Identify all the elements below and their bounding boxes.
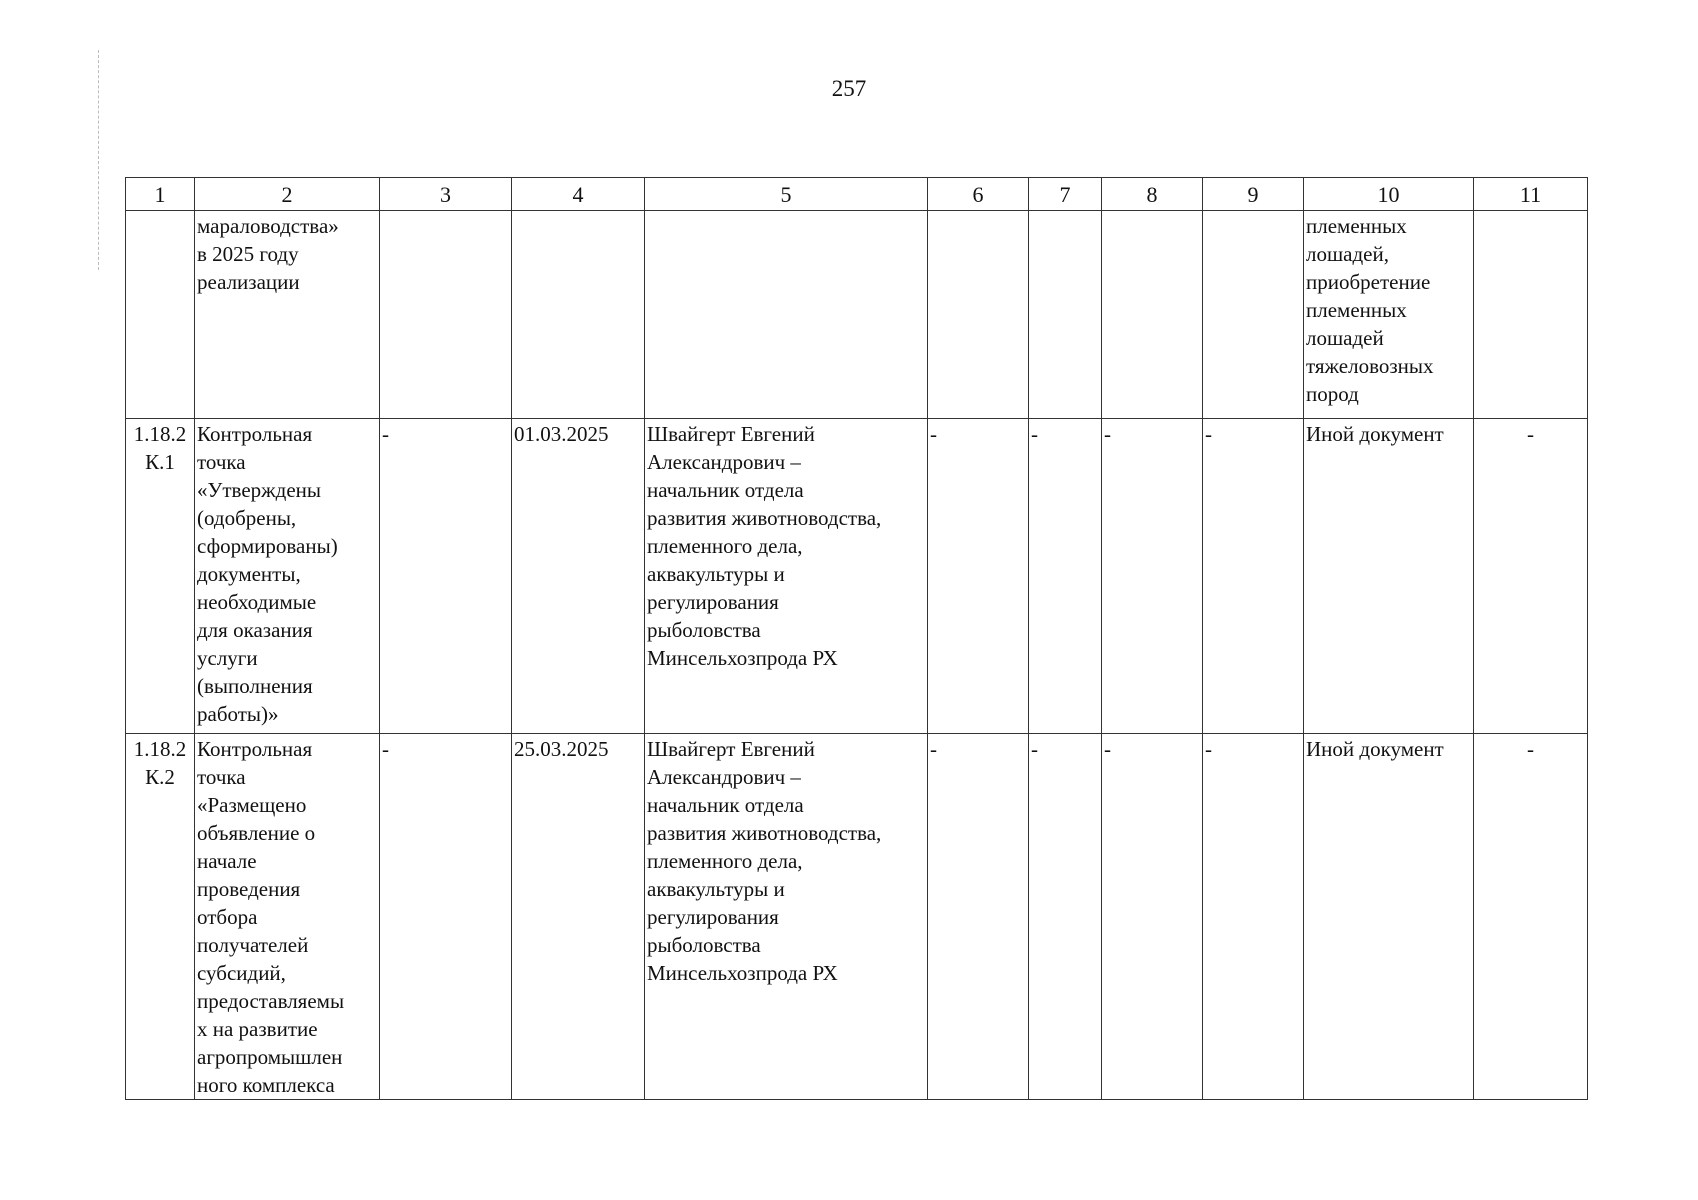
cell-col4: 01.03.2025 (512, 419, 645, 734)
row-name-cell: Контрольная точка «Размещено объявление о начале проведения отбора получателей субсидий, предоставляемы х на развитие агропромышлен ного комплекса (195, 734, 380, 1100)
table-row (126, 211, 1588, 419)
cell-col10: Иной документ (1304, 419, 1474, 734)
header-cell: 11 (1474, 178, 1588, 211)
data-table (125, 177, 1588, 1100)
header-cell: 4 (512, 178, 645, 211)
cell-col3: - (380, 734, 512, 1100)
cell-col10: племенных лошадей, приобретение племенных лошадей тяжеловозных пород (1304, 211, 1474, 419)
cell-col4: 25.03.2025 (512, 734, 645, 1100)
cell-col6: - (928, 419, 1029, 734)
header-cell: 2 (195, 178, 380, 211)
cell-col6: - (928, 734, 1029, 1100)
table-row (126, 734, 1588, 1100)
header-cell: 7 (1029, 178, 1102, 211)
cell-col11: - (1474, 419, 1588, 734)
header-cell: 6 (928, 178, 1029, 211)
cell-col7: - (1029, 419, 1102, 734)
header-cell: 5 (645, 178, 928, 211)
cell-col8 (1102, 211, 1203, 419)
cell-col4 (512, 211, 645, 419)
row-number-cell: 1.18.2 К.1 (126, 419, 195, 734)
cell-col5: Швайгерт Евгений Александрович – начальник отдела развития животноводства, племенного дела, аквакультуры и регулирования рыболовства Минсельхозпрода РХ (645, 419, 928, 734)
header-cell: 3 (380, 178, 512, 211)
cell-col5: Швайгерт Евгений Александрович – начальник отдела развития животноводства, племенного дела, аквакультуры и регулирования рыболовства Минсельхозпрода РХ (645, 734, 928, 1100)
header-cell: 1 (126, 178, 195, 211)
row-number-cell (126, 211, 195, 419)
header-row (126, 178, 1588, 211)
cell-col8: - (1102, 734, 1203, 1100)
cell-col7: - (1029, 734, 1102, 1100)
table-row (126, 419, 1588, 734)
header-cell: 8 (1102, 178, 1203, 211)
cell-col6 (928, 211, 1029, 419)
cell-col5 (645, 211, 928, 419)
cell-col9: - (1203, 734, 1304, 1100)
row-name-cell: Контрольная точка «Утверждены (одобрены, сформированы) документы, необходимые для оказания услуги (выполнения работы)» (195, 419, 380, 734)
cell-col7 (1029, 211, 1102, 419)
cell-col3 (380, 211, 512, 419)
header-cell: 9 (1203, 178, 1304, 211)
page-number: 257 (831, 76, 867, 101)
cell-col11: - (1474, 734, 1588, 1100)
cell-col9: - (1203, 419, 1304, 734)
cell-col8: - (1102, 419, 1203, 734)
cell-col10: Иной документ (1304, 734, 1474, 1100)
row-name-cell: мараловодства» в 2025 году реализации (195, 211, 380, 419)
header-cell: 10 (1304, 178, 1474, 211)
cell-col11 (1474, 211, 1588, 419)
row-number-cell: 1.18.2 К.2 (126, 734, 195, 1100)
cell-col3: - (380, 419, 512, 734)
cell-col9 (1203, 211, 1304, 419)
